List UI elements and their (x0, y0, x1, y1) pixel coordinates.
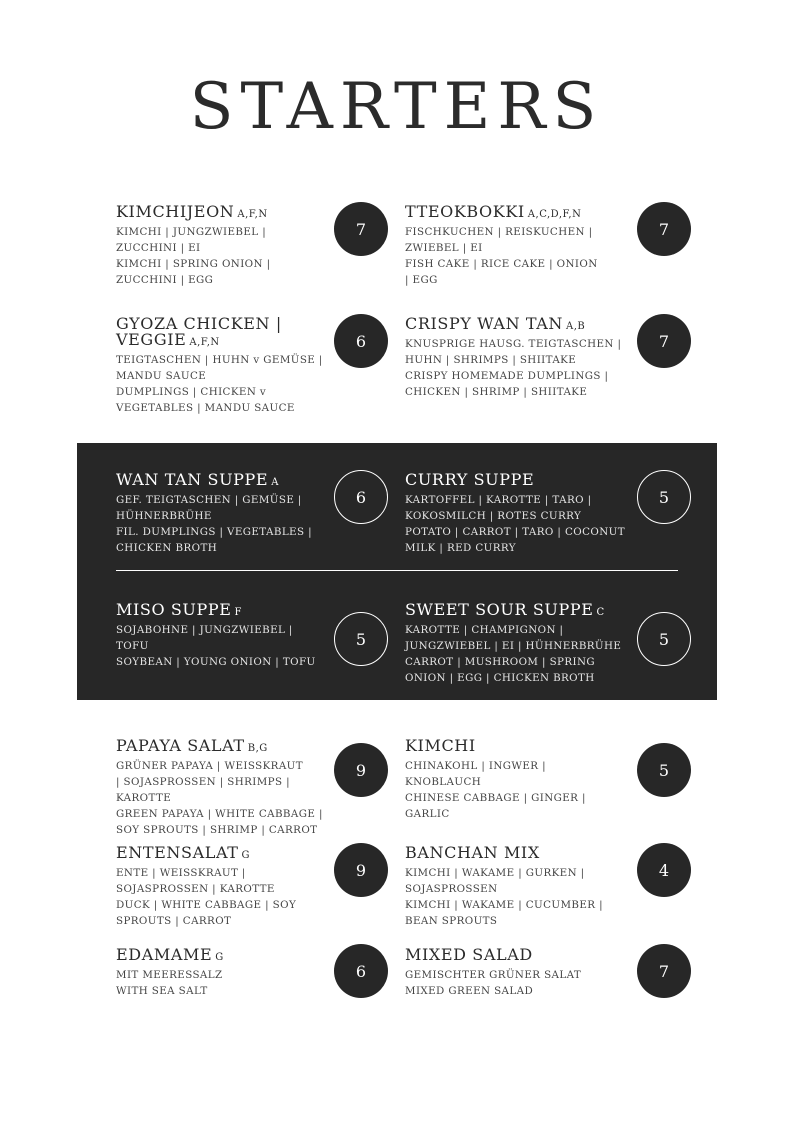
price-badge: 7 (334, 202, 388, 256)
item-description: KARTOFFEL | KAROTTE | TARO | KOKOSMILCH | ROTES CURRY POTATO | CARROT | TARO | COCONUT MILK | RED CURRY (405, 494, 625, 554)
price-badge: 5 (637, 743, 691, 797)
price-badge: 9 (334, 843, 388, 897)
page-title: STARTERS (189, 70, 604, 144)
item-allergens: G (215, 952, 224, 963)
item-name: PAPAYA SALAT (116, 736, 245, 755)
item-description: GEF. TEIGTASCHEN | GEMÜSE | HÜHNERBRÜHE FIL. DUMPLINGS | VEGETABLES | CHICKEN BROTH (116, 494, 312, 554)
item-description: CHINAKOHL | INGWER | KNOBLAUCH CHINESE CABBAGE | GINGER | GARLIC (405, 760, 586, 820)
item-name: CRISPY WAN TAN (405, 314, 564, 333)
price-badge: 6 (334, 314, 388, 368)
item-description: ENTE | WEISSKRAUT | SOJASPROSSEN | KAROTTE DUCK | WHITE CABBAGE | SOY SPROUTS | CARROT (116, 867, 297, 927)
item-description: KNUSPRIGE HAUSG. TEIGTASCHEN | HUHN | SHRIMPS | SHIITAKE CRISPY HOMEMADE DUMPLINGS | CHICKEN | SHRIMP | SHIITAKE (405, 338, 622, 398)
price-badge: 7 (637, 944, 691, 998)
menu-item-papaya-salat (116, 738, 331, 838)
price-badge: 5 (637, 470, 691, 524)
item-name: KIMCHI (405, 736, 476, 755)
price-badge: 5 (637, 612, 691, 666)
item-name: MISO SUPPE (116, 600, 232, 619)
menu-item-crispy-wan-tan (405, 316, 630, 400)
item-allergens: G (241, 850, 251, 861)
menu-item-miso-suppe (116, 602, 331, 670)
item-allergens: A,F,N (189, 337, 220, 348)
price-badge: 9 (334, 743, 388, 797)
item-description: KIMCHI | WAKAME | GURKEN | SOJASPROSSEN KIMCHI | WAKAME | CUCUMBER | BEAN SPROUTS (405, 867, 603, 927)
item-name: SWEET SOUR SUPPE (405, 600, 594, 619)
menu-item-sweet-sour-suppe (405, 602, 630, 686)
menu-item-edamame (116, 947, 331, 999)
price-badge: 6 (334, 470, 388, 524)
item-description: TEIGTASCHEN | HUHN v GEMÜSE | MANDU SAUCE DUMPLINGS | CHICKEN v VEGETABLES | MANDU SAUCE (116, 354, 323, 414)
price-badge: 5 (334, 612, 388, 666)
item-description: MIT MEERESSALZ WITH SEA SALT (116, 969, 223, 997)
item-allergens: C (596, 607, 605, 618)
item-allergens: A,B (566, 321, 586, 332)
item-name: TTEOKBOKKI (405, 202, 525, 221)
menu-item-entensalat (116, 845, 331, 929)
menu-item-banchan-mix (405, 845, 630, 929)
menu-item-kimchijeon (116, 204, 331, 288)
item-name: KIMCHIJEON (116, 202, 235, 221)
item-allergens: B,G (247, 743, 268, 754)
item-allergens: A,C,D,F,N (527, 209, 582, 220)
item-description: GRÜNER PAPAYA | WEISSKRAUT | SOJASPROSSEN | SHRIMPS | KAROTTE GREEN PAPAYA | WHITE CABBAGE | SOY SPROUTS | SHRIMP | CARROT (116, 760, 323, 836)
item-allergens: F (234, 607, 242, 618)
price-badge: 4 (637, 843, 691, 897)
item-name: ENTENSALAT (116, 843, 239, 862)
item-description: KAROTTE | CHAMPIGNON | JUNGZWIEBEL | EI | HÜHNERBRÜHE CARROT | MUSHROOM | SPRING ONION | EGG | CHICKEN BROTH (405, 624, 622, 684)
menu-item-wan-tan-suppe (116, 472, 331, 556)
item-name: BANCHAN MIX (405, 843, 540, 862)
item-allergens: A (271, 477, 279, 488)
item-description: KIMCHI | JUNGZWIEBEL | ZUCCHINI | EI KIMCHI | SPRING ONION | ZUCCHINI | EGG (116, 226, 271, 286)
menu-item-kimchi (405, 738, 630, 822)
price-badge: 6 (334, 944, 388, 998)
item-description: SOJABOHNE | JUNGZWIEBEL | TOFU SOYBEAN | YOUNG ONION | TOFU (116, 624, 316, 668)
menu-item-mixed-salad (405, 947, 630, 999)
item-name: MIXED SALAD (405, 945, 533, 964)
item-description: GEMISCHTER GRÜNER SALAT MIXED GREEN SALAD (405, 969, 582, 997)
item-name: WAN TAN SUPPE (116, 470, 269, 489)
item-allergens: A,F,N (237, 209, 268, 220)
soup-divider (116, 570, 678, 571)
item-name: GYOZA CHICKEN | (116, 314, 282, 333)
item-name: EDAMAME (116, 945, 213, 964)
item-description: FISCHKUCHEN | REISKUCHEN | ZWIEBEL | EI FISH CAKE | RICE CAKE | ONION | EGG (405, 226, 598, 286)
item-name: CURRY SUPPE (405, 470, 535, 489)
menu-item-curry-suppe (405, 472, 630, 556)
menu-item-gyoza (116, 316, 331, 416)
menu-item-tteokbokki (405, 204, 630, 288)
price-badge: 7 (637, 202, 691, 256)
item-name-line2: VEGGIE (116, 330, 187, 349)
price-badge: 7 (637, 314, 691, 368)
